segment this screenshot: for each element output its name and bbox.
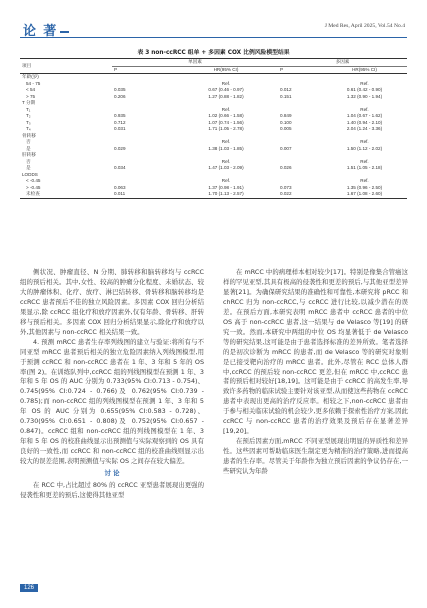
cell-hr-multi: Ref. (360, 178, 369, 183)
cell-hr-multi: 2.04 (1.24 - 3.36) (346, 126, 383, 131)
row-label: 骨转移 (22, 132, 36, 138)
cell-p-multi: 0.005 (280, 126, 292, 131)
cell-p-uni: 0.034 (114, 165, 126, 170)
left-after-paragraphs (20, 481, 204, 501)
cell-hr-multi: Ref. (360, 80, 369, 86)
row-label: 54 - 75 (26, 80, 41, 86)
cell-hr-uni: Ref. (221, 80, 231, 86)
cell-hr-multi: 1.32 (0.90 - 1.94) (346, 93, 383, 99)
cell-hr-multi (322, 74, 407, 81)
cell-hr-multi: 1.35 (0.96 - 2.50) (346, 184, 383, 190)
cell-p-uni: 0.206 (114, 93, 126, 99)
cell-p-multi: 0.151 (280, 93, 292, 99)
logo-dash (60, 31, 69, 33)
cell-hr-uni: 1.47 (1.03 - 2.09) (208, 165, 244, 170)
cell-hr-uni: Ref. (221, 106, 231, 112)
page-number: 126 (20, 584, 38, 592)
table-row (20, 74, 407, 81)
cell-p-multi: 0.100 (280, 119, 292, 125)
left-paragraphs (20, 268, 204, 467)
table-title: 表 3 non-ccRCC 组单 + 多因素 COX 比例风险模型结果 (137, 50, 290, 56)
cell-hr-uni: 1.27 (0.88 - 1.82) (208, 93, 244, 99)
paragraph: 在 RCC 中,占比超过 80% 的 ccRCC 亚型患者展现出更强的侵袭性和更差的预后,这使得其他亚型 (20, 481, 204, 499)
row-label: T 分期 (22, 100, 36, 105)
column-p-multi: P (278, 66, 322, 74)
column-hr-multi: HR(95% CI) (322, 66, 407, 74)
cell-p-uni: 0.011 (112, 191, 174, 198)
cell-p-uni: 0.035 (114, 87, 126, 92)
table-row (20, 191, 407, 198)
row-label: > 75 (26, 93, 36, 99)
body-column-right (223, 268, 408, 477)
row-label: T₃ (26, 119, 31, 125)
cell-hr-multi: Ref. (360, 106, 369, 112)
cell-hr-uni: 1.02 (0.66 - 1.58) (208, 113, 244, 118)
cell-hr-uni: 1.07 (0.74 - 1.56) (208, 119, 244, 125)
cell-p-multi: 0.012 (280, 87, 292, 92)
cell-p-uni: 0.935 (114, 113, 126, 118)
cell-hr-multi: 1.67 (1.08 - 2.60) (322, 191, 407, 198)
row-label: < 54 (26, 87, 36, 92)
cell-p-multi: 0.073 (280, 184, 292, 190)
cell-hr-uni: Ref. (221, 178, 231, 183)
table-group-header (20, 59, 407, 67)
cell-hr-uni: 1.37 (0.98 - 1.91) (208, 184, 244, 190)
journal-citation: J Med Res, April 2025, Vol.54 No.4 (324, 23, 405, 29)
row-label: < -0.45 (26, 178, 41, 183)
row-label: 年龄(岁) (22, 74, 39, 79)
cell-hr-multi: 1.04 (0.67 - 1.62) (346, 113, 383, 118)
table-body (20, 74, 407, 199)
cell-p-multi (278, 74, 322, 81)
cell-hr-uni: Ref. (221, 139, 231, 144)
header-divider (20, 37, 407, 38)
column-p-uni: P (112, 66, 174, 74)
paragraph: 在 mRCC 中的病理样本相对较少[17]。特别是像集合管癌这样的罕见亚型,其具有极高的侵袭性和更差的预后,与其他亚型差异显著[21]。为确保研究结果的准确性和可靠性,本研究将 pRCC 和 chRCC 归为 non-ccRCC,与 ccRCC 进行比较,以减少潜在的误差。在预后方面,本研究表明 mRCC 患者中 ccRCC 患者的中位 OS 高于 non-ccRCC 患者,这一结果与 de Velasco 等[19] 的研究一致。然而,本研究中两组的中位 OS 均显著低于 de Velasco 等的研究结果,这可能是由于患者选择标准的差异所致。笔者选择的是初次诊断为 mRCC 的患者,而 de Velasco 等的研究对象则是已接受靶向治疗的 mRCC 患者。此外,尽管在 RCC 总体人群中,ccRCC 的预后较 non-ccRCC 更差,但在 mRCC 中,ccRCC 患者的预后相对较好[18,19]。这可能是由于 ccRCC 的高发生率,导致许多药物的临床试验主要针对该亚型,从而使这些药物在 ccRCC 患者中表现出更高的治疗反应率。相较之下,non-ccRCC 患者由于参与相关临床试验的机会较少,更多依赖于探索性治疗方案,因此 ccRCC 与 non-ccRCC 患者的治疗效果及预后存在显著差异[19,20]。 (223, 268, 408, 436)
row-label: 肝转移 (22, 152, 36, 157)
journal-logo-text: 论 著 (23, 23, 59, 38)
cell-hr-multi: Ref. (360, 139, 369, 144)
cell-p-multi: 0.849 (280, 113, 292, 118)
cell-hr-uni: 0.67 (0.46 - 0.97) (208, 87, 244, 92)
right-paragraphs (223, 268, 408, 477)
cell-hr-multi: Ref. (360, 158, 369, 164)
group-univariate: 单因素 (112, 59, 278, 67)
section-title-discussion: 讨 论 (104, 469, 120, 478)
cell-p-uni: 0.029 (114, 145, 126, 151)
group-multivariate: 多因素 (278, 59, 407, 67)
cell-p-uni: 0.031 (114, 126, 126, 131)
cell-hr-uni: Ref. (221, 158, 231, 164)
cell-p-multi: 0.026 (280, 165, 292, 170)
cell-p-uni: 0.063 (114, 184, 126, 190)
cell-p-multi: 0.022 (278, 191, 322, 198)
cell-hr-uni: 1.70 (1.13 - 2.57) (174, 191, 278, 198)
cell-p-uni: 0.712 (114, 119, 126, 125)
cell-hr-multi: 0.61 (0.42 - 0.90) (346, 87, 383, 92)
row-label: T₂ (26, 113, 31, 118)
cell-hr-uni: 1.71 (1.05 - 2.78) (208, 126, 244, 131)
row-label: 否 (26, 158, 31, 164)
body-column-left (20, 268, 204, 501)
cell-hr-uni (174, 74, 278, 81)
column-item: 项目 (20, 59, 112, 74)
cell-hr-multi: 1.50 (1.12 - 2.02) (346, 145, 383, 151)
row-label: 是 (26, 165, 31, 170)
paragraph: 4. 预测 mRCC 患者生存率列线图的建立与验证:将所有与不同亚型 mRCC 患者预后相关的独立危险因素纳入列线图模型,用于预测 ccRCC 和 non-ccRCC 患者在 1 年、3 年和 5 年的 OS 率(图 2)。在训练队列中,ccRCC 组的列线图模型在预测 1 年、3 年和 5 年 OS 的 AUC 分别为 0.733(95% CI:0.713 - 0.754)、0.745(95% CI:0.724 - 0.766)及 0.762(95% CI:0.739 - 0.785);而 non-ccRCC 组的列线图模型在预测 1 年、3 年和 5 年 OS 的 AUC 分别为 0.655(95% CI:0.583 - 0.728)、0.730(95% CI:0.651 - 0.808)及 0.752(95% CI:0.657 - 0.847)。ccRCC 组和 non-ccRCC 组的列线图模型在 1 年、3 年和 5 年 OS 的校准曲线显示出预测值与实际观察到的 OS 具有良好的一致性,而 ccRCC 和 non-ccRCC 组的校准曲线则显示出较大的误差范围,表明预测值与实际 OS 之间存在较大偏差。 (20, 337, 204, 466)
cell-p-uni (112, 74, 174, 81)
row-label: 未检查 (20, 191, 112, 198)
cell-p-multi: 0.007 (280, 145, 292, 151)
paragraph: 在预后因素方面,mRCC 不同亚型展现出明显的异质性和差异性。这些因素可帮助临床医生制定更为精准的治疗策略,进而提高患者的生存率。尽管关于年龄作为独立预后因素的争议仍存在,一些研究认为年龄 (223, 437, 408, 476)
cell-hr-multi: 1.51 (1.05 - 2.18) (346, 165, 383, 170)
row-label: 是 (26, 145, 31, 151)
row-label: T₄ (26, 126, 31, 131)
row-label: LODDS (22, 171, 38, 177)
column-hr-uni: HR(95% CI) (174, 66, 278, 74)
paragraph: 侧状况、肿瘤直径、N 分期、肺转移和脑转移均与 ccRCC 组的预后相关。其中,女性、较高的肿瘤分化程度、未婚状态、较大的肿瘤体积、化疗、放疗、淋巴结转移、骨转移和脑转移均是 ccRCC 患者预后不佳的独立风险因素。多因素 COX 回归分析结果显示,除 ccRCC 组化疗和放疗因素外,仅有年龄、骨转移、肝转移与预后相关。多因素 COX 回归分析结果显示,除化疗和放疗以外,其他因素与 non-ccRCC 相关结果一致。 (20, 268, 204, 336)
cox-regression-table (20, 58, 407, 199)
cell-hr-multi: 1.40 (0.94 - 2.10) (346, 119, 383, 125)
row-label: 否 (26, 139, 31, 144)
row-label: T₁ (26, 106, 31, 112)
row-label: > -0.45 (26, 184, 41, 190)
cell-hr-uni: 1.38 (1.03 - 1.85) (208, 145, 244, 151)
